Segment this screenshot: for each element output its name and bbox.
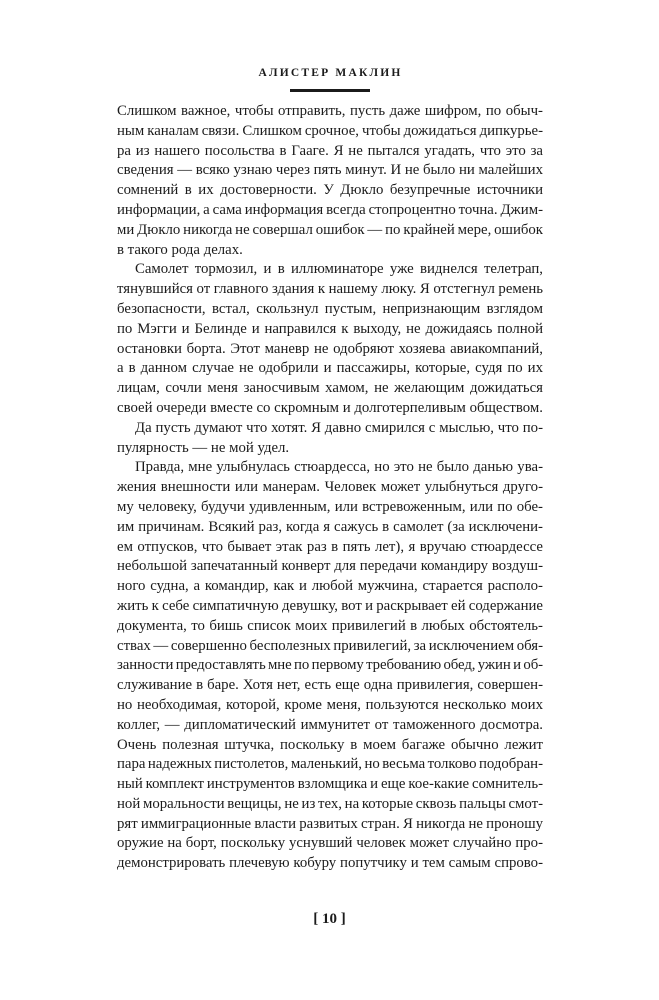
text-line — [117, 241, 543, 261]
line-text: ным каналам связи. Слишком срочное, чтобы дожидаться дипкурье- — [117, 122, 543, 139]
line-text: остановки борта. Этот маневр не одобряют хозяева авиакомпаний, — [117, 340, 543, 357]
text-line — [117, 340, 543, 360]
text-line — [117, 834, 543, 854]
text-line — [117, 181, 543, 201]
line-text: Самолет тормозил, и в иллюминаторе уже виднелся телетрап, — [135, 261, 543, 278]
paragraph — [117, 419, 543, 459]
line-text: демонстрировать плечевую кобуру попутчику и тем самым спрово- — [117, 855, 543, 872]
line-text: жить к себе симпатичную девушку, вот и раскрывает ей содержание — [117, 597, 543, 614]
line-text: в такого рода делах. — [117, 241, 243, 258]
text-line — [117, 755, 543, 775]
text-line — [117, 577, 543, 597]
text-line — [117, 676, 543, 696]
page-number: [ 10 ] — [313, 911, 346, 927]
running-head-rule — [290, 89, 370, 92]
line-text: ный комплект инструментов взломщика и еще кое-какие сомнитель- — [117, 776, 543, 793]
line-text: а в данном случае не одобрили и пассажиры, которые, судя по их — [117, 360, 543, 377]
line-text: ра из нашего посольства в Гааге. Я не пытался угадать, что это за — [117, 142, 543, 159]
line-text: жения внешности или манерам. Человек может улыбнуться друго- — [117, 479, 543, 496]
paragraph — [117, 260, 543, 418]
line-text: Слишком важное, чтобы отправить, пусть даже шифром, по обыч- — [117, 103, 543, 119]
text-line — [117, 518, 543, 538]
line-text: небольшой запечатанный конверт для передачи командиру воздуш- — [117, 558, 543, 575]
line-text: им причинам. Всякий раз, когда я сажусь в самолет (за исключени- — [117, 518, 543, 535]
text-line — [117, 458, 543, 478]
line-text: Очень полезная штучка, поскольку в моем багаже обычно лежит — [117, 736, 543, 753]
line-text: ного судна, а командир, как и любой мужчина, старается располо- — [117, 578, 543, 595]
line-text: безопасности, встал, скользнул пустым, непризнающим взглядом — [117, 300, 543, 317]
text-line — [117, 102, 543, 122]
line-text: Правда, мне улыбнулась стюардесса, но это не было данью ува- — [135, 459, 543, 476]
text-line — [117, 379, 543, 399]
text-line — [117, 538, 543, 558]
text-line — [117, 498, 543, 518]
text-line — [117, 280, 543, 300]
line-text: но необходимая, которой, кроме меня, пользуются несколько моих — [117, 696, 543, 713]
line-text: ем отпусков, что бывает этак раз в пять лет), я вручаю стюардессе — [117, 538, 543, 555]
text-line — [117, 597, 543, 617]
text-line — [117, 716, 543, 736]
text-line — [117, 439, 543, 459]
text-line — [117, 557, 543, 577]
text-line — [117, 478, 543, 498]
line-text: занности предоставлять мне по первому требованию обед, ужин и об- — [117, 657, 543, 674]
text-line — [117, 161, 543, 181]
line-text: пара надежных пистолетов, маленький, но весьма толково подобран- — [117, 756, 543, 773]
text-line — [117, 260, 543, 280]
line-text: Да пусть думают что хотят. Я давно смирился с мыслью, что по- — [135, 419, 543, 436]
body-text — [117, 102, 543, 874]
text-line — [117, 201, 543, 221]
text-line — [117, 419, 543, 439]
text-line — [117, 617, 543, 637]
text-line — [117, 399, 543, 419]
text-line — [117, 221, 543, 241]
line-text: служивание в баре. Хотя нет, есть еще одна привилегия, совершен- — [117, 677, 543, 694]
line-text: ми Дюкло никогда не совершал ошибок — по крайней мере, ошибок — [117, 221, 543, 238]
running-head-author: АЛИСТЕР МАКЛИН — [258, 67, 403, 79]
line-text: ствах — совершенно бесполезных привилегий, за исключением обя- — [117, 637, 543, 654]
text-line — [117, 696, 543, 716]
text-line — [117, 656, 543, 676]
text-line — [117, 142, 543, 162]
line-text: сомнений в их достоверности. У Дюкло безупречные источники — [117, 182, 543, 199]
line-text: информации, а сама информация всегда стопроцентно точна. Джим- — [117, 201, 543, 218]
text-line — [117, 359, 543, 379]
line-text: своей очереди вместе со скромным и долготерпеливым обществом. — [117, 399, 543, 416]
text-line — [117, 775, 543, 795]
line-text: тянувшийся от главного здания к нашему люку. Я отстегнул ремень — [117, 281, 543, 298]
line-text: му человеку, будучи удивленным, или встревоженным, или по обе- — [117, 498, 543, 515]
text-line — [117, 815, 543, 835]
paragraph — [117, 458, 543, 874]
text-line — [117, 320, 543, 340]
line-text: по Мэгги и Белинде и направился к выходу, не дожидаясь полной — [117, 320, 543, 337]
text-line — [117, 637, 543, 657]
line-text: рят иммиграционные власти развитых стран. Я никогда не проношу — [117, 815, 543, 832]
text-line — [117, 736, 543, 756]
text-line — [117, 854, 543, 874]
line-text: сведения — всяко узнаю через пять минут. И не было ни малейших — [117, 162, 543, 179]
text-line — [117, 300, 543, 320]
paragraph — [117, 102, 543, 260]
line-text: документа, то бишь список моих привилегий в любых обстоятель- — [117, 617, 543, 634]
line-text: лицам, сочли меня заносчивым хамом, не желающим дожидаться — [117, 380, 543, 397]
text-line — [117, 795, 543, 815]
line-text: оружие на борт, поскольку уснувший человек может случайно про- — [117, 835, 543, 852]
line-text: коллег, — дипломатический иммунитет от таможенного досмотра. — [117, 716, 543, 733]
line-text: ной моральности вещицы, не из тех, на которые сквозь пальцы смот- — [117, 795, 543, 812]
text-line — [117, 122, 543, 142]
line-text: пулярность — не мой удел. — [117, 439, 290, 456]
